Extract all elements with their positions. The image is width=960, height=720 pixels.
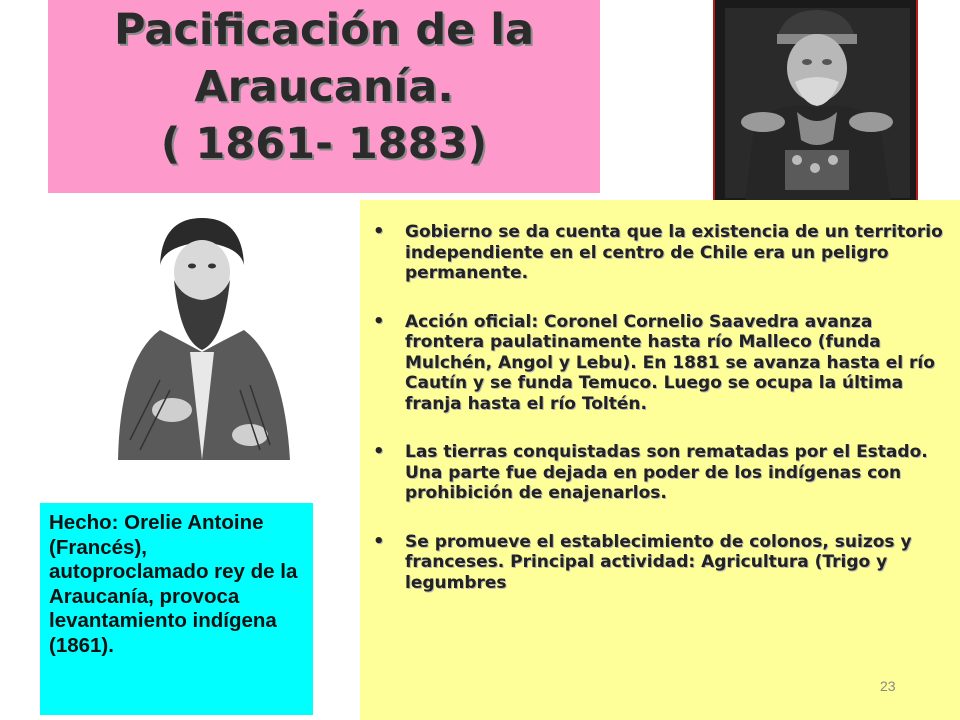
portrait-orelie-antoine [100,210,305,468]
content-panel [360,200,960,720]
slide-title: Pacificación de la Araucanía. ( 1861- 1883) [113,5,534,169]
bullet-icon: • [373,310,385,332]
page-number: 23 [880,678,896,694]
bullet-text: Gobierno se da cuenta que la existencia de un territorio independiente en el centro de Chile era un peligro permanente. [405,222,943,283]
bullet-icon: • [373,530,385,552]
bullet-list [360,222,950,621]
portrait-orelie-antoine-image [100,210,305,468]
portrait-saavedra [713,0,918,202]
portrait-saavedra-image [715,0,918,202]
title-box [48,0,600,193]
bullet-icon: • [373,441,385,462]
bullet-item [360,532,950,594]
bullet-item [360,442,950,504]
bullet-icon: • [373,221,385,242]
fact-text: Hecho: Orelie Antoine (Francés), autoproclamado rey de la Araucanía, provoca levantamiento indígena (1861). [49,511,298,657]
fact-box [40,503,313,715]
bullet-item [360,312,950,415]
bullet-item [360,222,950,284]
bullet-text: Acción oficial: Coronel Cornelio Saavedra avanza frontera paulatinamente hasta río Malleco (funda Mulchén, Angol y Lebu). En 1881 se avanza hasta el río Cautín y se funda Temuco. Luego se ocupa la última franja hasta el río Toltén. [405,311,935,414]
bullet-text: Las tierras conquistadas son rematadas por el Estado. Una parte fue dejada en poder de los indígenas con prohibición de enajenarlos. [405,442,928,503]
bullet-text: Se promueve el establecimiento de colonos, suizos y franceses. Principal actividad: Agricultura (Trigo y legumbres [405,531,912,593]
